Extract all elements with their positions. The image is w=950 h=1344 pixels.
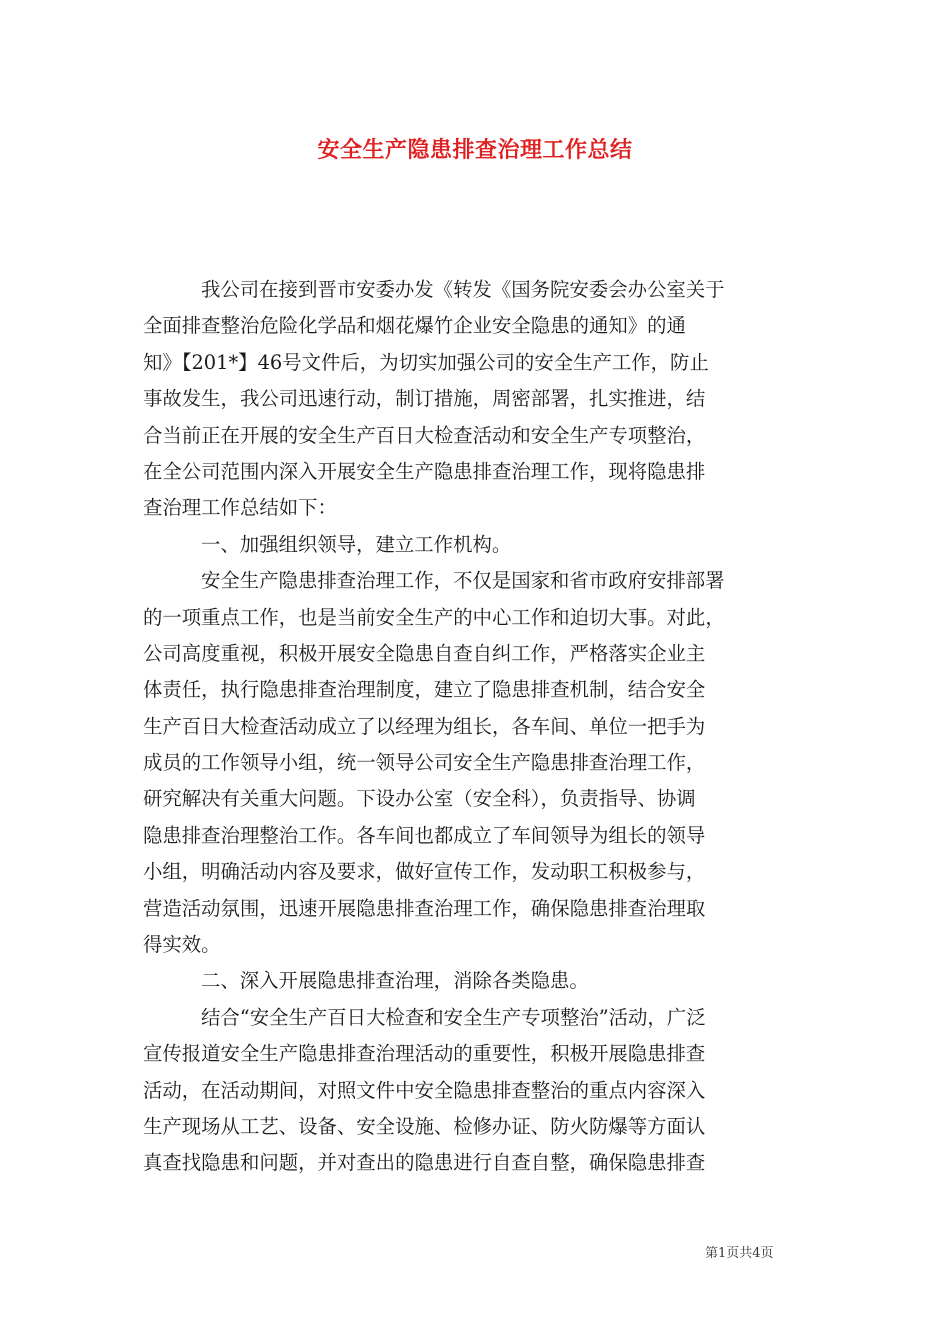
text-line: 小组，明确活动内容及要求，做好宣传工作，发动职工积极参与，: [143, 860, 706, 884]
document-title: 安全生产隐患排查治理工作总结: [317, 137, 633, 163]
section-heading-1: 一、加强组织领导，建立工作机构。: [201, 532, 512, 556]
text-line: 合当前正在开展的安全生产百日大检查活动和安全生产专项整治，: [143, 423, 706, 447]
text-line: 在全公司范围内深入开展安全生产隐患排查治理工作，现将隐患排: [143, 459, 706, 483]
section-heading-2: 二、深入开展隐患排查治理，消除各类隐患。: [201, 969, 589, 993]
text-line: 安全生产隐患排查治理工作，不仅是国家和省市政府安排部署: [201, 569, 725, 593]
text-line: 营造活动氛围，迅速开展隐患排查治理工作，确保隐患排查治理取: [143, 896, 706, 920]
text-line: 活动，在活动期间，对照文件中安全隐患排查整治的重点内容深入: [143, 1078, 706, 1102]
text-line: 的一项重点工作，也是当前安全生产的中心工作和迫切大事。对此，: [143, 605, 725, 629]
page-number: 第1页共4页: [705, 1246, 774, 1261]
text-line: 结合“安全生产百日大检查和安全生产专项整治”活动，广泛: [201, 1005, 706, 1029]
text-line: 宣传报道安全生产隐患排查治理活动的重要性，积极开展隐患排查: [143, 1042, 706, 1066]
text-line: 隐患排查治理整治工作。各车间也都成立了车间领导为组长的领导: [143, 823, 706, 847]
text-line: 我公司在接到晋市安委办发《转发《国务院安委会办公室关于: [201, 278, 725, 301]
document-body: [143, 272, 805, 1182]
text-line: 生产现场从工艺、设备、安全设施、检修办证、防火防爆等方面认: [143, 1114, 706, 1138]
text-line: 生产百日大检查活动成立了以经理为组长，各车间、单位一把手为: [143, 714, 706, 738]
text-line: 查治理工作总结如下：: [143, 496, 337, 520]
text-line: 知》【201*】46号文件后，为切实加强公司的安全生产工作，防止: [143, 350, 709, 374]
text-line: 全面排查整治危险化学品和烟花爆竹企业安全隐患的通知》的通: [143, 314, 686, 338]
text-line: 研究解决有关重大问题。下设办公室（安全科），负责指导、协调: [143, 787, 696, 811]
text-line: 成员的工作领导小组，统一领导公司安全生产隐患排查治理工作，: [143, 751, 706, 775]
text-line: 事故发生，我公司迅速行动，制订措施，周密部署，扎实推进，结: [143, 387, 706, 411]
text-line: 得实效。: [143, 933, 221, 957]
text-line: 体责任，执行隐患排查治理制度，建立了隐患排查机制，结合安全: [143, 678, 706, 702]
text-line: 真查找隐患和问题，并对查出的隐患进行自查自整，确保隐患排查: [143, 1151, 706, 1175]
text-line: 公司高度重视，积极开展安全隐患自查自纠工作，严格落实企业主: [143, 641, 706, 665]
